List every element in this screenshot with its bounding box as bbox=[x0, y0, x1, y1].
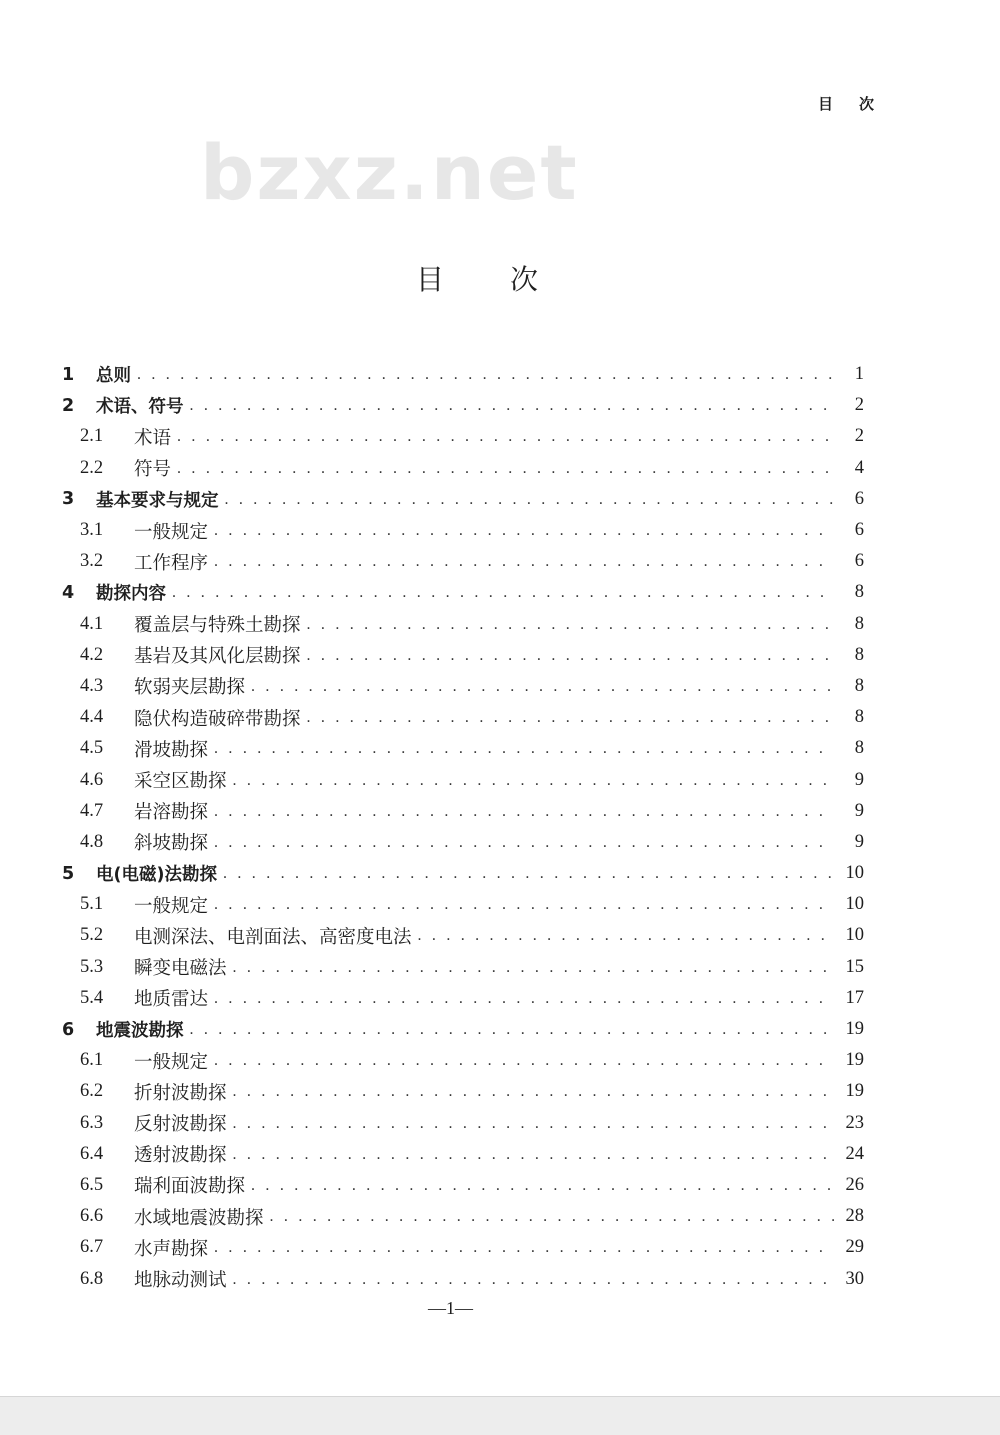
toc-dot-leader bbox=[214, 796, 834, 827]
toc-dot-leader bbox=[214, 1232, 834, 1263]
toc-entry[interactable] bbox=[62, 1045, 864, 1076]
toc-entry-title: 地质雷达 bbox=[134, 989, 209, 1011]
toc-entry-page: 29 bbox=[845, 1237, 864, 1258]
toc-entry-page: 8 bbox=[854, 738, 864, 759]
toc-entry-title: 水声勘探 bbox=[134, 1238, 209, 1260]
toc-entry-page: 2 bbox=[854, 395, 864, 416]
toc-entry-title: 工作程序 bbox=[134, 552, 209, 574]
toc-entry-page: 8 bbox=[854, 582, 864, 603]
page-title: 目次 bbox=[416, 263, 605, 296]
toc-entry[interactable] bbox=[62, 796, 864, 827]
toc-entry-page: 9 bbox=[854, 769, 864, 790]
toc-entry-title: 折射波勘探 bbox=[134, 1082, 227, 1104]
toc-entry[interactable] bbox=[62, 609, 864, 640]
toc-dot-leader bbox=[190, 390, 835, 421]
toc-entry-number: 1 bbox=[62, 364, 75, 385]
toc-dot-leader bbox=[225, 484, 835, 515]
toc-entry-title: 地脉动测试 bbox=[134, 1270, 227, 1292]
toc-entry-page: 10 bbox=[845, 863, 864, 884]
toc-entry-title: 软弱夹层勘探 bbox=[134, 677, 246, 699]
toc-dot-leader bbox=[233, 1139, 834, 1170]
watermark: bzxz.net bbox=[200, 128, 579, 217]
toc-entry[interactable] bbox=[62, 484, 864, 515]
toc-entry[interactable] bbox=[62, 702, 864, 733]
toc-dot-leader bbox=[307, 640, 834, 671]
toc-entry-number: 2 bbox=[62, 395, 75, 416]
toc-dot-leader bbox=[214, 546, 834, 577]
toc-entry-title: 符号 bbox=[134, 459, 172, 481]
toc-entry-title: 岩溶勘探 bbox=[134, 802, 209, 824]
toc-entry-page: 26 bbox=[845, 1174, 864, 1195]
toc-dot-leader bbox=[214, 1045, 834, 1076]
toc-entry-number: 6.1 bbox=[80, 1050, 104, 1071]
toc-entry-title: 勘探内容 bbox=[96, 584, 166, 605]
toc-entry[interactable] bbox=[62, 1076, 864, 1107]
toc-entry-number: 2.1 bbox=[80, 426, 104, 447]
toc-dot-leader bbox=[223, 858, 834, 889]
toc-entry-number: 4.7 bbox=[80, 800, 104, 821]
toc-entry[interactable] bbox=[62, 453, 864, 484]
toc-entry-page: 24 bbox=[845, 1143, 864, 1164]
toc-entry-number: 6.2 bbox=[80, 1081, 104, 1102]
toc-entry-title: 术语 bbox=[134, 427, 172, 449]
toc-entry-number: 4.5 bbox=[80, 738, 104, 759]
toc-entry[interactable] bbox=[62, 671, 864, 702]
toc-entry-title: 一般规定 bbox=[134, 521, 209, 543]
toc-entry-number: 3.1 bbox=[80, 520, 104, 541]
toc-entry-page: 30 bbox=[845, 1268, 864, 1289]
toc-entry-title: 瑞利面波勘探 bbox=[134, 1176, 246, 1198]
toc-entry-page: 19 bbox=[845, 1050, 864, 1071]
toc-entry-title: 基岩及其风化层勘探 bbox=[134, 646, 301, 668]
toc-entry[interactable] bbox=[62, 577, 864, 608]
toc-dot-leader bbox=[172, 577, 834, 608]
toc-entry-title: 瞬变电磁法 bbox=[134, 958, 227, 980]
toc-entry[interactable] bbox=[62, 1014, 864, 1045]
toc-entry-page: 28 bbox=[845, 1206, 864, 1227]
toc-dot-leader bbox=[214, 827, 834, 858]
toc-entry-title: 采空区勘探 bbox=[134, 771, 227, 793]
toc-entry[interactable] bbox=[62, 1201, 864, 1232]
toc-entry[interactable] bbox=[62, 1232, 864, 1263]
toc-dot-leader bbox=[270, 1201, 834, 1232]
toc-entry-number: 2.2 bbox=[80, 457, 104, 478]
toc-entry-title: 滑坡勘探 bbox=[134, 739, 209, 761]
toc-entry-number: 3 bbox=[62, 489, 75, 510]
toc-entry-number: 6 bbox=[62, 1019, 75, 1040]
toc-entry[interactable] bbox=[62, 827, 864, 858]
toc-entry-page: 8 bbox=[854, 675, 864, 696]
toc-dot-leader bbox=[418, 920, 834, 951]
toc-entry-title: 反射波勘探 bbox=[134, 1114, 227, 1136]
toc-entry[interactable] bbox=[62, 390, 864, 421]
table-of-contents bbox=[62, 359, 864, 1295]
viewer-bottom-strip bbox=[0, 1396, 1000, 1435]
toc-entry-page: 23 bbox=[845, 1112, 864, 1133]
toc-dot-leader bbox=[251, 1170, 834, 1201]
toc-entry-number: 5.1 bbox=[80, 894, 104, 915]
toc-dot-leader bbox=[307, 609, 834, 640]
toc-entry-number: 4.2 bbox=[80, 644, 104, 665]
toc-entry-title: 电(电磁)法勘探 bbox=[96, 865, 217, 886]
toc-entry-number: 5 bbox=[62, 863, 75, 884]
toc-entry-page: 4 bbox=[854, 457, 864, 478]
toc-entry-page: 9 bbox=[854, 800, 864, 821]
toc-entry-title: 术语、符号 bbox=[96, 397, 184, 418]
toc-entry-page: 10 bbox=[845, 925, 864, 946]
toc-entry-title: 地震波勘探 bbox=[96, 1021, 184, 1042]
page-number: —1— bbox=[428, 1298, 473, 1318]
toc-dot-leader bbox=[214, 889, 834, 920]
toc-entry[interactable] bbox=[62, 359, 864, 390]
toc-dot-leader bbox=[233, 765, 834, 796]
toc-entry-title: 一般规定 bbox=[134, 1051, 209, 1073]
toc-entry-page: 8 bbox=[854, 707, 864, 728]
toc-entry-number: 3.2 bbox=[80, 551, 104, 572]
toc-entry-title: 覆盖层与特殊土勘探 bbox=[134, 615, 301, 637]
toc-entry-page: 6 bbox=[854, 551, 864, 572]
toc-entry-number: 4.6 bbox=[80, 769, 104, 790]
toc-entry-number: 4.3 bbox=[80, 675, 104, 696]
toc-entry-number: 4 bbox=[62, 582, 75, 603]
toc-entry-number: 6.5 bbox=[80, 1174, 104, 1195]
toc-dot-leader bbox=[233, 1264, 834, 1295]
toc-entry[interactable] bbox=[62, 764, 864, 795]
toc-dot-leader bbox=[233, 1076, 834, 1107]
toc-entry-number: 5.2 bbox=[80, 925, 104, 946]
toc-dot-leader bbox=[137, 359, 834, 390]
toc-entry-page: 6 bbox=[854, 520, 864, 541]
toc-entry-number: 4.8 bbox=[80, 831, 104, 852]
toc-dot-leader bbox=[177, 453, 834, 484]
toc-entry-number: 5.3 bbox=[80, 956, 104, 977]
toc-entry-number: 4.1 bbox=[80, 613, 104, 634]
toc-entry-page: 8 bbox=[854, 644, 864, 665]
toc-dot-leader bbox=[190, 1014, 835, 1045]
toc-entry-page: 2 bbox=[854, 426, 864, 447]
toc-entry[interactable] bbox=[62, 1139, 864, 1170]
toc-entry[interactable] bbox=[62, 1108, 864, 1139]
toc-dot-leader bbox=[214, 983, 834, 1014]
toc-entry[interactable] bbox=[62, 733, 864, 764]
running-header: 目次 bbox=[818, 95, 901, 113]
toc-entry-page: 19 bbox=[845, 1019, 864, 1040]
toc-entry[interactable] bbox=[62, 421, 864, 452]
toc-entry-page: 15 bbox=[845, 956, 864, 977]
toc-entry-title: 透射波勘探 bbox=[134, 1145, 227, 1167]
toc-entry-number: 6.6 bbox=[80, 1206, 104, 1227]
toc-entry-title: 水域地震波勘探 bbox=[134, 1207, 264, 1229]
toc-entry[interactable] bbox=[62, 546, 864, 577]
toc-entry-page: 6 bbox=[854, 488, 864, 509]
toc-entry-title: 基本要求与规定 bbox=[96, 490, 219, 511]
toc-entry-title: 总则 bbox=[96, 366, 131, 387]
toc-entry[interactable] bbox=[62, 889, 864, 920]
toc-entry-number: 6.4 bbox=[80, 1143, 104, 1164]
toc-entry[interactable] bbox=[62, 515, 864, 546]
toc-dot-leader bbox=[214, 515, 834, 546]
toc-entry[interactable] bbox=[62, 983, 864, 1014]
toc-dot-leader bbox=[233, 952, 834, 983]
toc-dot-leader bbox=[307, 702, 834, 733]
toc-entry[interactable] bbox=[62, 1263, 864, 1294]
toc-entry-title: 电测深法、电剖面法、高密度电法 bbox=[134, 926, 412, 948]
toc-dot-leader bbox=[233, 1108, 834, 1139]
toc-entry-page: 8 bbox=[854, 613, 864, 634]
toc-entry-page: 19 bbox=[845, 1081, 864, 1102]
toc-entry-title: 一般规定 bbox=[134, 895, 209, 917]
toc-entry-page: 10 bbox=[845, 894, 864, 915]
toc-entry-title: 斜坡勘探 bbox=[134, 833, 209, 855]
toc-entry[interactable] bbox=[62, 858, 864, 889]
toc-entry[interactable] bbox=[62, 1170, 864, 1201]
toc-entry-number: 6.3 bbox=[80, 1112, 104, 1133]
toc-entry-page: 9 bbox=[854, 831, 864, 852]
toc-entry-number: 4.4 bbox=[80, 707, 104, 728]
toc-entry[interactable] bbox=[62, 952, 864, 983]
toc-dot-leader bbox=[214, 733, 834, 764]
toc-entry-number: 6.7 bbox=[80, 1237, 104, 1258]
toc-dot-leader bbox=[251, 671, 834, 702]
toc-entry[interactable] bbox=[62, 640, 864, 671]
toc-entry-page: 1 bbox=[854, 364, 864, 385]
toc-entry[interactable] bbox=[62, 920, 864, 951]
toc-entry-page: 17 bbox=[845, 987, 864, 1008]
toc-dot-leader bbox=[177, 421, 834, 452]
toc-entry-title: 隐伏构造破碎带勘探 bbox=[134, 708, 301, 730]
toc-entry-number: 5.4 bbox=[80, 987, 104, 1008]
toc-entry-number: 6.8 bbox=[80, 1268, 104, 1289]
